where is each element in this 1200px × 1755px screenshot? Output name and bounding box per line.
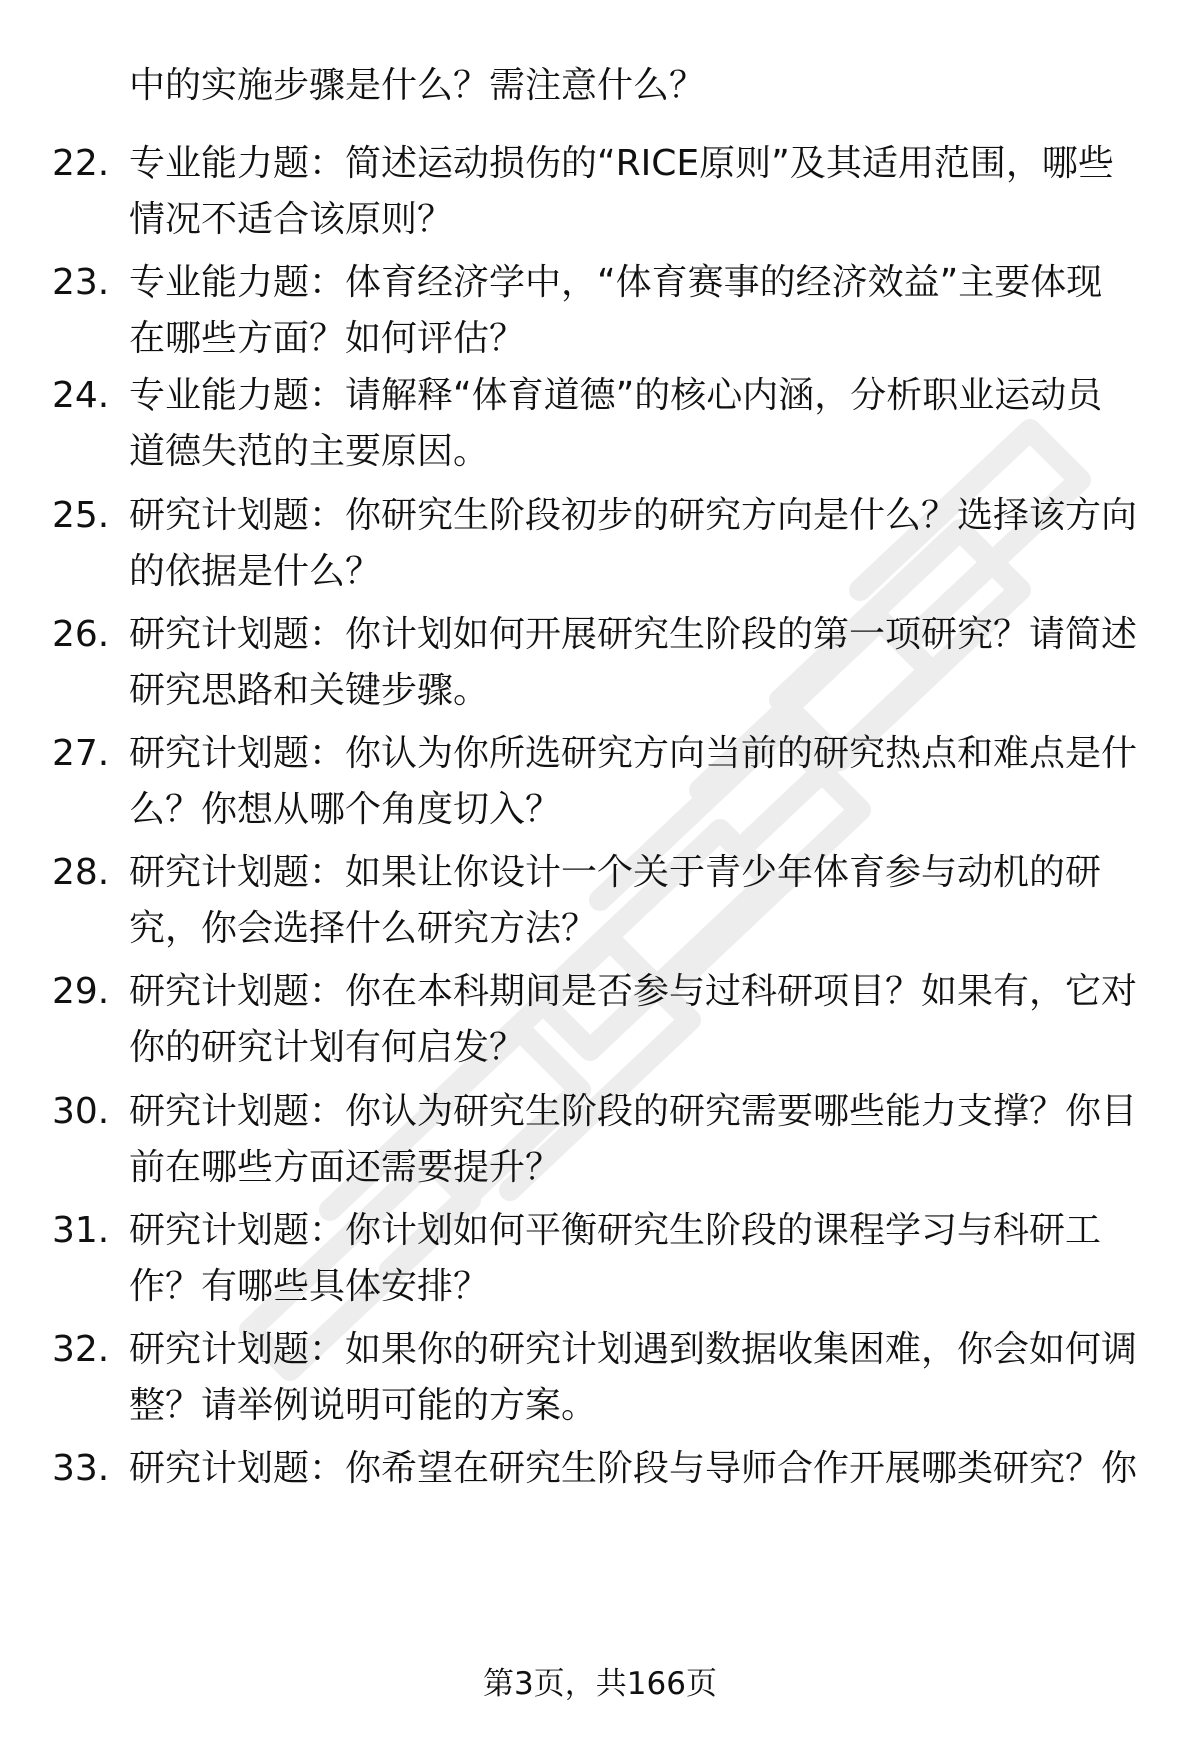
- question-text-line: 研究思路和关键步骤。: [129, 670, 490, 711]
- list-item: [0, 962, 1200, 1082]
- question-number: 26.: [52, 614, 110, 655]
- question-text-line: 研究计划题：你希望在研究生阶段与导师合作开展哪类研究？你: [129, 1448, 1138, 1489]
- question-number: 23.: [52, 262, 110, 303]
- list-item: [0, 724, 1200, 844]
- list-item: [0, 1320, 1200, 1440]
- list-item: [0, 1201, 1200, 1321]
- question-number: 32.: [52, 1329, 110, 1370]
- question-text-line: 研究计划题：如果让你设计一个关于青少年体育参与动机的研: [129, 852, 1102, 893]
- list-item: [0, 486, 1200, 606]
- question-number: 22.: [52, 143, 110, 184]
- question-text-line: 研究计划题：你计划如何开展研究生阶段的第一项研究？请简述: [129, 614, 1138, 655]
- question-text-line: 作？有哪些具体安排？: [129, 1266, 490, 1307]
- question-number: 28.: [52, 852, 110, 893]
- list-item: [0, 134, 1200, 254]
- list-item: [0, 605, 1200, 725]
- question-text-line: 情况不适合该原则？: [129, 199, 454, 240]
- list-item: [0, 366, 1200, 486]
- question-text-line: 前在哪些方面还需要提升？: [129, 1147, 562, 1188]
- list-item: [0, 843, 1200, 963]
- question-text-line: 在哪些方面？如何评估？: [129, 318, 526, 359]
- question-text-line: 究，你会选择什么研究方法？: [129, 908, 598, 949]
- question-text-line: 研究计划题：你在本科期间是否参与过科研项目？如果有，它对: [129, 971, 1138, 1012]
- question-text-line: 整？请举例说明可能的方案。: [129, 1385, 598, 1426]
- question-text-line: 你的研究计划有何启发？: [129, 1027, 526, 1068]
- question-number: 30.: [52, 1091, 110, 1132]
- question-number: 25.: [52, 495, 110, 536]
- question-text-line: 道德失范的主要原因。: [129, 431, 490, 472]
- question-text-line: 专业能力题：简述运动损伤的“RICE原则”及其适用范围，哪些: [129, 143, 1114, 184]
- question-number: 24.: [52, 375, 110, 416]
- question-text-line: 专业能力题：请解释“体育道德”的核心内涵，分析职业运动员: [129, 375, 1103, 416]
- list-item: [0, 1439, 1200, 1559]
- question-number: 27.: [52, 733, 110, 774]
- list-item: [0, 253, 1200, 373]
- page-number-footer: 第3页，共166页: [483, 1666, 717, 1702]
- question-text-line: 研究计划题：如果你的研究计划遇到数据收集困难，你会如何调: [129, 1329, 1138, 1370]
- continuation-text: 中的实施步骤是什么？需注意什么？: [129, 65, 706, 106]
- question-text-line: 么？你想从哪个角度切入？: [129, 789, 562, 830]
- question-text-line: 专业能力题：体育经济学中，“体育赛事的经济效益”主要体现: [129, 262, 1103, 303]
- question-number: 33.: [52, 1448, 110, 1489]
- question-text-line: 的依据是什么？: [129, 551, 382, 592]
- question-number: 29.: [52, 971, 110, 1012]
- list-item: [0, 1082, 1200, 1202]
- question-number: 31.: [52, 1210, 110, 1251]
- question-text-line: 研究计划题：你计划如何平衡研究生阶段的课程学习与科研工: [129, 1210, 1102, 1251]
- question-text-line: 研究计划题：你认为你所选研究方向当前的研究热点和难点是什: [129, 733, 1138, 774]
- question-text-line: 研究计划题：你研究生阶段初步的研究方向是什么？选择该方向: [129, 495, 1138, 536]
- question-text-line: 研究计划题：你认为研究生阶段的研究需要哪些能力支撑？你目: [129, 1091, 1138, 1132]
